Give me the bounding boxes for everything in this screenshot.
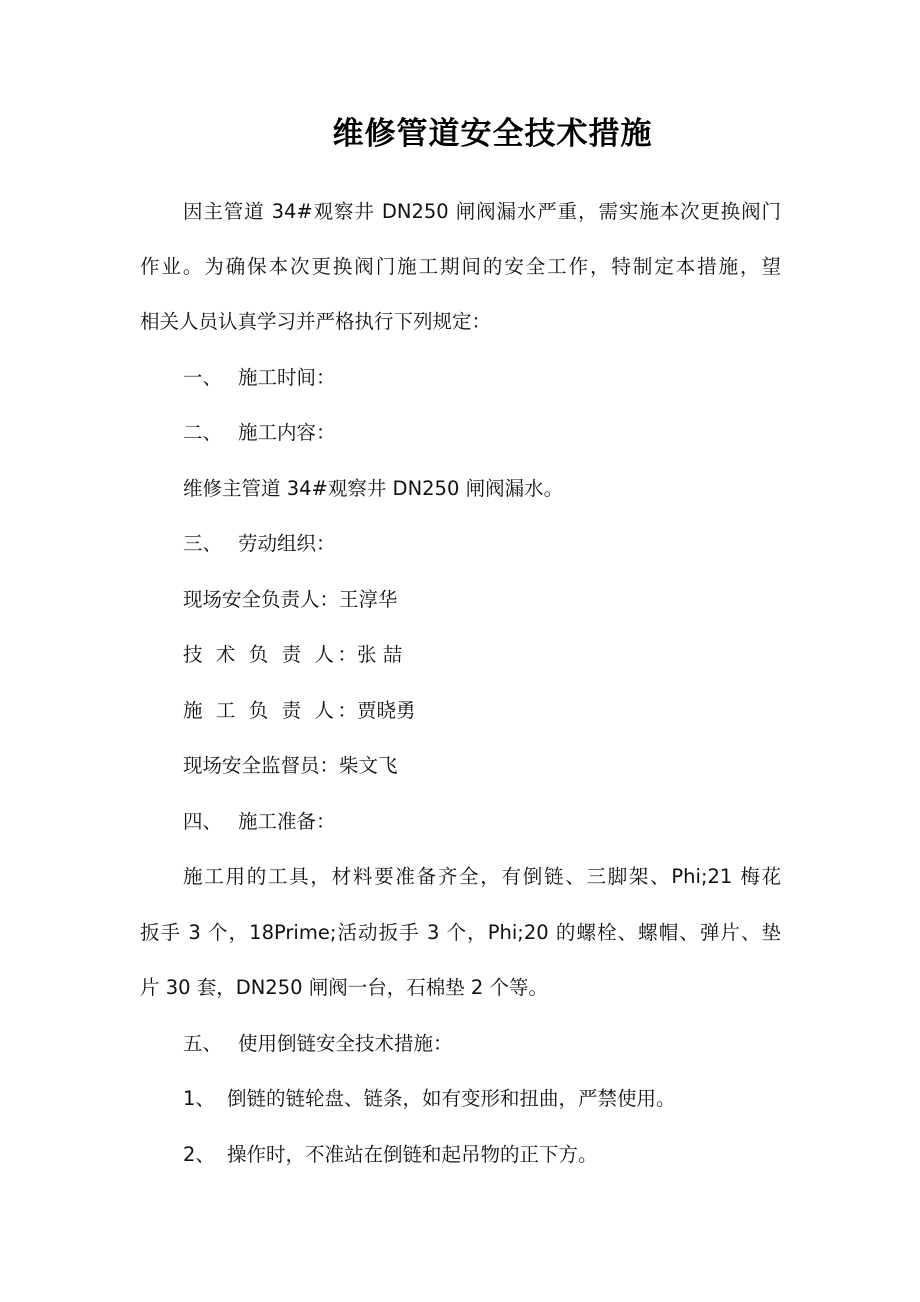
staff-name: 张 喆 — [357, 643, 403, 666]
staff-row-construction-lead — [183, 697, 416, 725]
section-3-heading — [183, 530, 336, 558]
section-title: 施工内容： — [238, 421, 336, 444]
intro-line-2: 作业。为确保本次更换阀门施工期间的安全工作，特制定本措施，望 — [140, 255, 781, 278]
section-number: 二、 — [183, 421, 223, 444]
staff-name: 贾晓勇 — [357, 699, 416, 722]
section-number: 四、 — [183, 810, 223, 833]
staff-role: 技 术 负 责 人： — [183, 643, 357, 666]
list-item — [183, 1141, 598, 1169]
section-1-heading — [183, 364, 336, 392]
section-number: 五、 — [183, 1032, 223, 1055]
section-title: 使用倒链安全技术措施： — [238, 1032, 453, 1055]
staff-role: 现场安全监督员： — [183, 754, 340, 777]
section-number: 三、 — [183, 532, 223, 555]
section-number: 一、 — [183, 366, 223, 389]
section-4-heading — [183, 808, 336, 836]
intro-line-3: 相关人员认真学习并严格执行下列规定： — [140, 310, 492, 333]
staff-role: 现场安全负责人： — [183, 588, 340, 611]
list-item — [183, 1085, 676, 1113]
section-2-content: 维修主管道 34#观察井 DN250 闸阀漏水。 — [183, 477, 564, 500]
section-4-line-2: 扳手 3 个，18Prime;活动扳手 3 个，Phi;20 的螺栓、螺帽、弹片、垫 — [140, 921, 781, 944]
staff-row-tech-lead — [183, 641, 403, 669]
item-number: 1、 — [183, 1087, 215, 1110]
item-number: 2、 — [183, 1143, 215, 1166]
intro-line-1: 因主管道 34#观察井 DN250 闸阀漏水严重，需实施本次更换阀门 — [183, 200, 781, 223]
staff-name: 王淳华 — [339, 588, 398, 611]
item-text: 操作时，不准站在倒链和起吊物的正下方。 — [227, 1143, 598, 1166]
section-4-line-3: 片 30 套，DN250 闸阀一台，石棉垫 2 个等。 — [140, 976, 549, 999]
staff-row-safety-supervisor — [183, 752, 398, 780]
section-2-heading — [183, 419, 336, 447]
item-text: 倒链的链轮盘、链条，如有变形和扭曲，严禁使用。 — [227, 1087, 676, 1110]
section-title: 劳动组织： — [238, 532, 336, 555]
section-title: 施工准备： — [238, 810, 336, 833]
section-title: 施工时间： — [238, 366, 336, 389]
staff-name: 柴文飞 — [339, 754, 398, 777]
section-4-line-1: 施工用的工具，材料要准备齐全，有倒链、三脚架、Phi;21 梅花 — [183, 865, 781, 888]
staff-role: 施 工 负 责 人： — [183, 699, 357, 722]
section-5-heading — [183, 1030, 453, 1058]
document-title: 维修管道安全技术措施 — [332, 116, 653, 152]
staff-row-safety-lead — [183, 586, 398, 614]
